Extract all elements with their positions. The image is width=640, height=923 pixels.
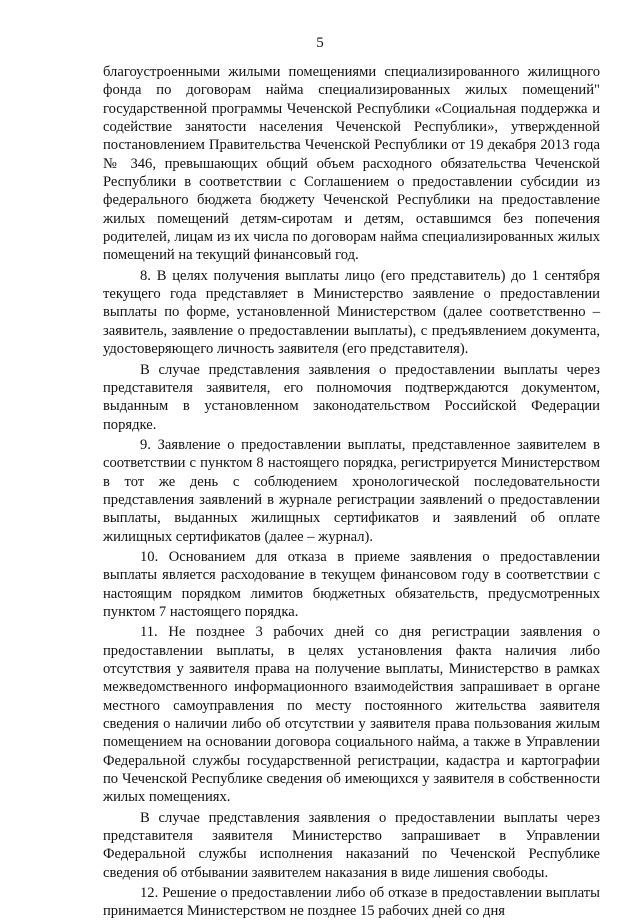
page-number: 5 — [316, 35, 324, 51]
paragraph-fsin-request: В случае представления заявления о предоставлении выплаты через представителя заявителя Министерство запрашивает в Управлении Федеральной службы исполнения наказаний по Чеченской Республике сведения об отбывании заявителем наказания в виде лишения свободы. — [103, 809, 600, 881]
paragraph-representative: В случае представления заявления о предоставлении выплаты через представителя заявителя, его полномочия подтверждаются документом, выданным в установленном законодательством Российской Федерации порядке. — [103, 361, 600, 433]
paragraph-11: 11. Не позднее 3 рабочих дней со дня регистрации заявления о предоставлении выплаты, в целях установления факта наличия либо отсутствия у заявителя права на получение выплаты, Министерство в рамках межведомственного информационного взаимодействия запрашивает в органе местного самоуправления по месту постоянного жительства заявителя сведения о наличии либо об отсутствии у заявителя права пользования жилым помещением на основании договора социального найма, а также в Управлении Федеральной службы государственной регистрации, кадастра и картографии по Чеченской Республике сведения об имеющихся у заявителя в собственности жилых помещениях. — [103, 624, 600, 806]
paragraph-continuation: благоустроенными жилыми помещениями специализированного жилищного фонда по договорам найма специализированных жилых помещений" государственной программы Чеченской Республики «Социальная поддержка и содействие занятости населения Чеченской Республики», утвержденной постановлением Правительства Чеченской Республики от 19 декабря 2013 года № 346, превышающих общий объем расходного обязательства Чеченской Республики в соответствии с Соглашением о предоставлении субсидии из федерального бюджета бюджету Чеченской Республики на предоставление жилых помещений детям-сиротам и детям, оставшимся без попечения родителей, лицам из их числа по договорам найма специализированных жилых помещений на текущий финансовый год. — [103, 64, 600, 264]
paragraph-8: 8. В целях получения выплаты лицо (его представитель) до 1 сентября текущего года представляет в Министерство заявление о предоставлении выплаты по форме, установленной Министерством (далее соответственно – заявитель, заявление о предоставлении выплаты), с предъявлением документа, удостоверяющего личность заявителя (его представителя). — [103, 267, 600, 358]
paragraph-10: 10. Основанием для отказа в приеме заявления о предоставлении выплаты является расходование в текущем финансовом году в соответствии с настоящим порядком лимитов бюджетных обязательств, предусмотренных пунктом 7 настоящего порядка. — [103, 548, 600, 620]
document-body — [103, 63, 600, 923]
paragraph-12: 12. Решение о предоставлении либо об отказе в предоставлении выплаты принимается Министерством не позднее 15 рабочих дней со дня — [103, 885, 600, 920]
paragraph-9: 9. Заявление о предоставлении выплаты, представленное заявителем в соответствии с пунктом 8 настоящего порядка, регистрируется Министерством в тот же день с соблюдением хронологической последовательности представления заявлений в журнале регистрации заявлений о предоставлении выплаты, выданных жилищных сертификатов и заявлений об оплате жилищных сертификатов (далее – журнал). — [103, 436, 600, 545]
